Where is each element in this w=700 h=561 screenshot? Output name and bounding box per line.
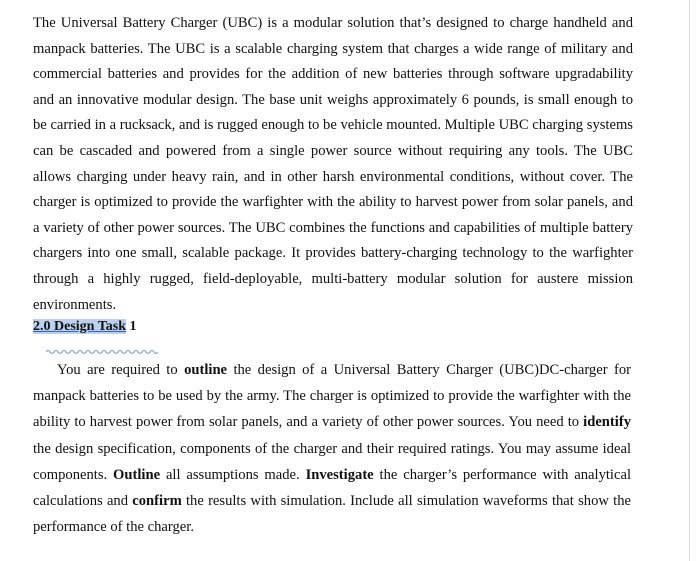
spellcheck-squiggle [46, 349, 158, 355]
task-text: the results with simulation. Include all simulation waveforms that show the performance of the charger. [33, 493, 631, 536]
heading-number: 1 [125, 319, 137, 334]
page-edge-divider [689, 0, 690, 561]
intro-paragraph: The Universal Battery Charger (UBC) is a modular solution that’s designed to charge handheld and manpack batteries. The UBC is a scalable charging system that charges a wide range of military and commercial batteries and provides for the addition of new batteries through software upgradability and an innovative modular design. The base unit weighs approximately 6 pounds, is small enough to be carried in a rucksack, and is rugged enough to be vehicle mounted. Multiple UBC charging systems can be cascaded and powered from a single power source without requiring any tools. The UBC allows charging under heavy rain, and in other harsh environmental conditions, without cover. The charger is optimized to provide the warfighter with the ability to harvest power from solar panels, and a variety of other power sources. The UBC combines the functions and capabilities of multiple battery chargers into one small, scalable package. It provides battery-charging technology to the warfighter through a highly rugged, field-deployable, multi-battery modular solution for austere mission environments. [33, 15, 633, 313]
heading-highlighted-text: 2.0 Design Task [33, 319, 126, 334]
task-text: all assumptions made. [160, 466, 306, 483]
task-text: the charger’s performance with analytical calculations and [33, 466, 631, 510]
task-keyword: identify [583, 414, 631, 431]
section-heading [33, 318, 136, 336]
task-text: You are required to [57, 362, 185, 378]
task-text: the design of a Universal Battery Charger (UBC)DC-charger for manpack batteries to be used by the army. The charger is optimized to provide the warfighter with the ability to harvest power from solar panels, and a variety of other power sources. You need to [33, 362, 631, 431]
task-keyword: Outline [113, 466, 161, 483]
task-paragraph [33, 357, 631, 540]
task-keyword: Investigate [305, 466, 374, 483]
task-text: the design specification, components of the charger and their required ratings. You may assume ideal components. [33, 440, 631, 483]
task-keyword: outline [184, 362, 228, 378]
task-keyword: confirm [132, 493, 182, 510]
